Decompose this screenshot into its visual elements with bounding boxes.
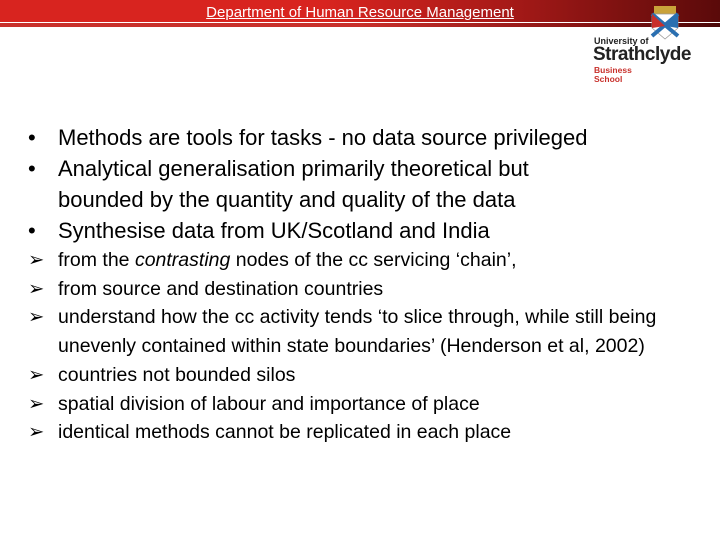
bullet-text: bounded by the quantity and quality of the data: [58, 187, 516, 212]
arrow-text: countries not bounded silos: [58, 363, 296, 386]
arrow-text: nodes of the cc servicing ‘chain’,: [230, 249, 517, 271]
logo-line3: Business: [594, 65, 632, 75]
bullet-text: Synthesise data from UK/Scotland and India: [58, 218, 490, 243]
arrow-item: [28, 390, 708, 419]
logo-line1: University of: [594, 36, 649, 46]
arrow-bullet-icon: ➢: [28, 249, 45, 271]
bullet-text: Methods are tools for tasks - no data source privileged: [58, 125, 588, 150]
arrow-bullet-icon: ➢: [28, 277, 45, 300]
university-logo: [590, 6, 700, 84]
slide-body: [28, 122, 708, 447]
bullet-marker: •: [28, 125, 36, 150]
arrow-text: understand how the cc activity tends ‘to slice through, while still being unevenly contained within state boundaries’ (Henderson et al, 2002): [58, 306, 657, 358]
arrow-text: from source and destination countries: [58, 277, 384, 300]
bullet-item: [28, 153, 708, 215]
arrow-bullet-icon: ➢: [28, 363, 45, 386]
arrow-text: identical methods cannot be replicated in each place: [58, 421, 512, 444]
arrow-bullet-icon: ➢: [28, 421, 45, 444]
arrow-emphasis: contrasting: [134, 249, 231, 271]
arrow-text: from the: [58, 249, 135, 271]
header-title: Department of Human Resource Management: [206, 4, 514, 21]
arrow-item: [28, 418, 708, 447]
bullet-item: [28, 215, 708, 246]
logo-subtitle: [594, 66, 632, 84]
arrow-item: [28, 246, 708, 275]
bullet-marker: •: [28, 218, 36, 243]
arrow-item: [28, 275, 708, 304]
arrow-text: spatial division of labour and importance of place: [58, 392, 480, 415]
arrow-item: [28, 303, 708, 360]
bullet-item: [28, 122, 708, 153]
bullet-text: Analytical generalisation primarily theoretical but: [58, 156, 529, 181]
logo-line4: School: [594, 74, 623, 84]
arrow-bullet-icon: ➢: [28, 392, 45, 415]
arrow-item: [28, 361, 708, 390]
logo-line2: Strathclyde: [593, 44, 691, 65]
bullet-marker: •: [28, 156, 36, 181]
arrow-bullet-icon: ➢: [28, 306, 45, 329]
crest-icon: [650, 6, 680, 40]
